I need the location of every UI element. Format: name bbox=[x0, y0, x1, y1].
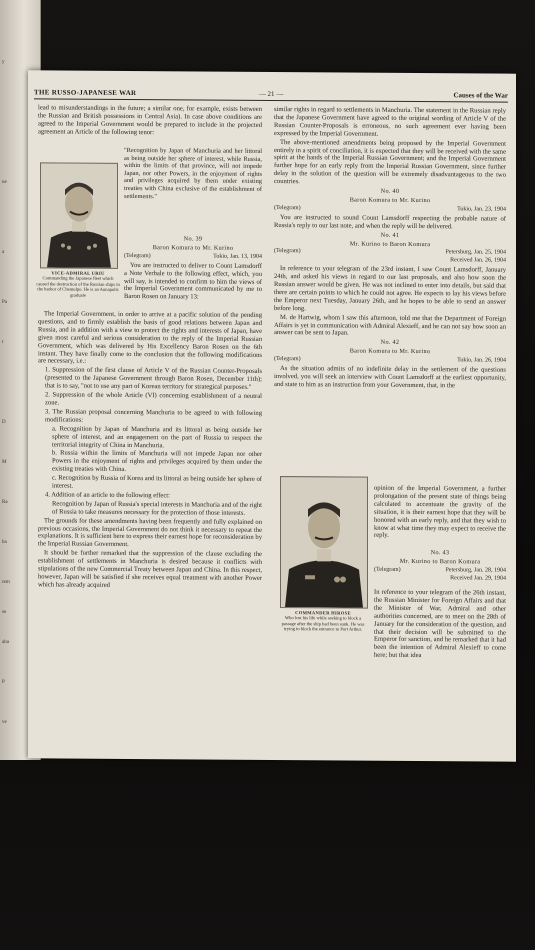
page-number: — 21 — bbox=[258, 89, 284, 99]
paragraph: As the situation admits of no indefinite delay in the settlement of the questions involved, you will seek an interview with Count Lamsdorff at the earliest opportunity, and state to him as an instruction from your Government, that, in the bbox=[274, 365, 506, 390]
document-39 bbox=[124, 235, 262, 303]
document-42-continued: opinion of the Imperial Government, a further prolongation of the present state of things being calculated to accentuate the gravity of the situation, it is their earnest hope that they will be honored with an early reply, and that they wish to know at what time they may expect to receive the reply. bbox=[374, 484, 506, 540]
paragraph: The above-mentioned amendments being proposed by the Imperial Government entirely in a spirit of conciliation, it is expected that they will be received with the same spirit at the hands of the Imperial Russian Government; and the Imperial Government further hope for an early reply from the Imperial Russian Government, since further delay in the solution of the question will be extremely disadvantageous to the two countries. bbox=[274, 138, 506, 186]
section-title: Causes of the War bbox=[453, 91, 508, 100]
paragraph: It should be further remarked that the suppression of the clause excluding the establishment of settlements in Manchuria is desired because it conflicts with stipulations of the new Commercial Treaty between Japan and China. In this respect, however, Japan will be satisfied if she receives equal treatment with another Power which has already acquired bbox=[38, 549, 262, 589]
caption-title: COMMANDER HIROSE bbox=[295, 610, 351, 616]
list-item: c. Recognition by Russia of Korea and its littoral as being outside her sphere of interest. bbox=[52, 474, 262, 490]
document-heading: Baron Komura to Mr. Kurino bbox=[349, 196, 431, 205]
telegram-date bbox=[445, 567, 506, 583]
document-heading: Mr. Kurino to Baron Komura bbox=[399, 557, 481, 566]
list-item: Recognition by Japan of Russia's special interests in Manchuria and of the right of Russia to take measures necessary for the protection of those interests. bbox=[52, 500, 262, 517]
telegram-date bbox=[445, 250, 506, 266]
document-number: No. 43 bbox=[430, 549, 450, 557]
left-column-body bbox=[38, 310, 262, 591]
caption-text: Who lost his life while seeking to block a passage after the ship had been sunk. He was trying to block the entrance to Port Arthur. bbox=[281, 615, 365, 632]
fragment: M bbox=[2, 460, 7, 465]
list-item: 4. Addition of an article to the following effect: bbox=[45, 491, 170, 500]
portrait-caption bbox=[36, 270, 120, 298]
document-number: No. 41 bbox=[380, 231, 400, 239]
document-heading: Baron Komura to Mr. Kurino bbox=[349, 347, 431, 356]
portrait-vice-admiral-uriu bbox=[40, 162, 118, 269]
right-column bbox=[274, 106, 506, 391]
telegram-label: (Telegram) bbox=[124, 252, 151, 259]
fragment: ne bbox=[2, 180, 7, 185]
fragment: t bbox=[2, 340, 4, 345]
list-item: 3. The Russian proposal concerning Manchuria to be agreed to with following modifications: bbox=[45, 408, 262, 424]
fragment: ve bbox=[2, 720, 7, 725]
paragraph: In reference to your telegram of the 23rd instant, I saw Count Lamsdorff, January 24th, and asked his views in regard to our last proposals, and also how soon the Russian answer would be given. He was not inclined to enter into details, but said that there are certain points to which he could not agree. He expects to lay his views before the Emperor next Tuesday, January 26th, and he hopes to be able to send an answer before long. bbox=[274, 265, 506, 312]
telegram-label: (Telegram) bbox=[274, 248, 301, 255]
book-page bbox=[28, 70, 516, 761]
fragment: D bbox=[2, 420, 6, 425]
telegram-label: (Telegram) bbox=[274, 204, 301, 212]
fragment: ba bbox=[2, 540, 7, 545]
list-item: 1. Suppression of the first clause of Article V of the Russian Counter-Proposals (presented to the Japanese Government through Baron Rosen, December 11th); that is to say, "not to use any part of Korean territory for strategical purposes." bbox=[45, 366, 262, 392]
document-heading: Mr. Kurino to Baron Komura bbox=[349, 240, 431, 248]
document-number: No. 39 bbox=[183, 235, 203, 243]
fragment: P bbox=[2, 680, 5, 685]
telegram-label: (Telegram) bbox=[374, 566, 401, 573]
telegram-line bbox=[274, 205, 506, 215]
sent-date: Petersburg, Jan. 25, 1904 bbox=[445, 249, 506, 257]
paragraph: M. de Hartwig, whom I saw this afternoon, told me that the Department of Foreign Affairs is yet in communication with Admiral Alexieff, and he can not say how soon an answer can be sent to Japan. bbox=[274, 313, 506, 338]
fragment: se bbox=[2, 610, 7, 615]
paragraph: The grounds for these amendments having been frequently and fully explained on previous occasions, the Imperial Government do not think it necessary to repeat the explanations. It is sufficient here to express their earnest hope for reconsideration by the Imperial Russian Government. bbox=[38, 517, 262, 549]
fragment: y bbox=[2, 60, 5, 65]
list-item: a. Recognition by Japan of Manchuria and its littoral as being outside her sphere of interest, and an engagement on the part of Russia to respect the territorial integrity of China in Manchuria. bbox=[52, 425, 262, 449]
caption-text: Commanding the Japanese fleet which caused the destruction of the Russian ships in the harbor of Chemulpo. He is an Annapolis graduate bbox=[36, 275, 120, 298]
caption-title: VICE-ADMIRAL URIU bbox=[51, 270, 105, 276]
telegram-line bbox=[274, 356, 506, 366]
running-header bbox=[34, 88, 508, 102]
quoted-article: "Recognition by Japan of Manchuria and her littoral as being outside her sphere of interest, while Russia, within the limits of that province, will not impede Japan, nor other Powers, in the enjoyment of rights and privileges acquired by them under existing treaties with China exclusive of the establishment of settlements." bbox=[124, 146, 262, 200]
paragraph: You are instructed to deliver to Count Lamsdorff a Note Verbale to the following effect, which, you will say, is intended to confirm to him the views of the Imperial Government communicated by me to Baron Rosen on January 13: bbox=[124, 261, 262, 301]
fragment: aba bbox=[2, 640, 9, 645]
fragment: Pa bbox=[2, 300, 7, 305]
document-number: No. 42 bbox=[380, 339, 400, 347]
list-item: b. Russia within the limits of Manchuria will not impede Japan nor other Powers in the enjoyment of rights and privileges acquired by them under the existing treaties with China. bbox=[52, 449, 262, 474]
paragraph: You are instructed to sound Count Lamsdorff respecting the probable nature of Russia's reply to our last note, and when the reply will be delivered. bbox=[274, 213, 506, 230]
telegram-label: (Telegram) bbox=[274, 356, 301, 363]
paragraph: similar rights in regard to settlements in Manchuria. The statement in the Russian reply that the Japanese Government have agreed to the original wording of Article V of the Russian Counter-Proposals is erroneous, no such agreement ever having been expressed by the Imperial Government. bbox=[274, 106, 506, 138]
document-43-body: In reference to your telegram of the 26th instant, the Russian Minister for Foreign Affairs and that the Minister of War, Admiral and other authorities concerned, are to meet on the 28th of January for the consideration of the question, and that their decision will be submitted to the Emperor for sanction, and he remarked that it had been the intention of Admiral Alexieff to come here; but that idea bbox=[374, 588, 506, 660]
list-item: 2. Suppression of the whole Article (VI) concerning establishment of a neutral zone. bbox=[45, 391, 262, 407]
portrait-caption bbox=[278, 610, 368, 632]
portrait-commander-hirose bbox=[280, 476, 368, 609]
document-number: No. 40 bbox=[380, 187, 400, 195]
document-43 bbox=[374, 549, 506, 585]
telegram-line bbox=[124, 253, 262, 262]
fragment: rem bbox=[2, 580, 10, 585]
telegram-line bbox=[374, 567, 506, 584]
sent-date: Petersburg, Jan. 28, 1904 bbox=[445, 567, 506, 574]
telegram-date: Tokio, Jan. 13, 1904 bbox=[213, 253, 262, 260]
received-date: Received Jan. 29, 1904 bbox=[450, 574, 506, 582]
received-date: Received Jan. 26, 1904 bbox=[450, 257, 506, 264]
fragment: a bbox=[2, 250, 5, 255]
paragraph: lead to misunderstandings in the future; a similar one, for example, exists between the Russian and British possessions in Central Asia). In case above conditions are agreed to the Imperial Government would be prepared to include in the projected agreement an Article of the following tenor: bbox=[38, 104, 262, 136]
left-column bbox=[38, 104, 262, 138]
telegram-date: Tokio, Jan. 26, 1904 bbox=[457, 357, 506, 364]
paragraph: The Imperial Government, in order to arrive at a pacific solution of the pending questions, and to firmly establish the basis of good relations between Japan and Russia, and in addition with a view to protect the rights and interests of Japan, have given most careful and serious consideration to the reply of the Imperial Russian Government, which was delivered by His Excellency Baron Rosen on the 6th instant. They have finally come to the conclusion that the following modifications are necessary, i.e.: bbox=[38, 310, 262, 366]
document-heading: Baron Komura to Mr. Kurino bbox=[152, 244, 234, 252]
telegram-date: Tokio, Jan. 23, 1904 bbox=[457, 206, 506, 213]
telegram-line bbox=[274, 248, 506, 265]
fragment: Ra bbox=[2, 500, 8, 505]
running-title: THE RUSSO-JAPANESE WAR bbox=[34, 88, 137, 98]
